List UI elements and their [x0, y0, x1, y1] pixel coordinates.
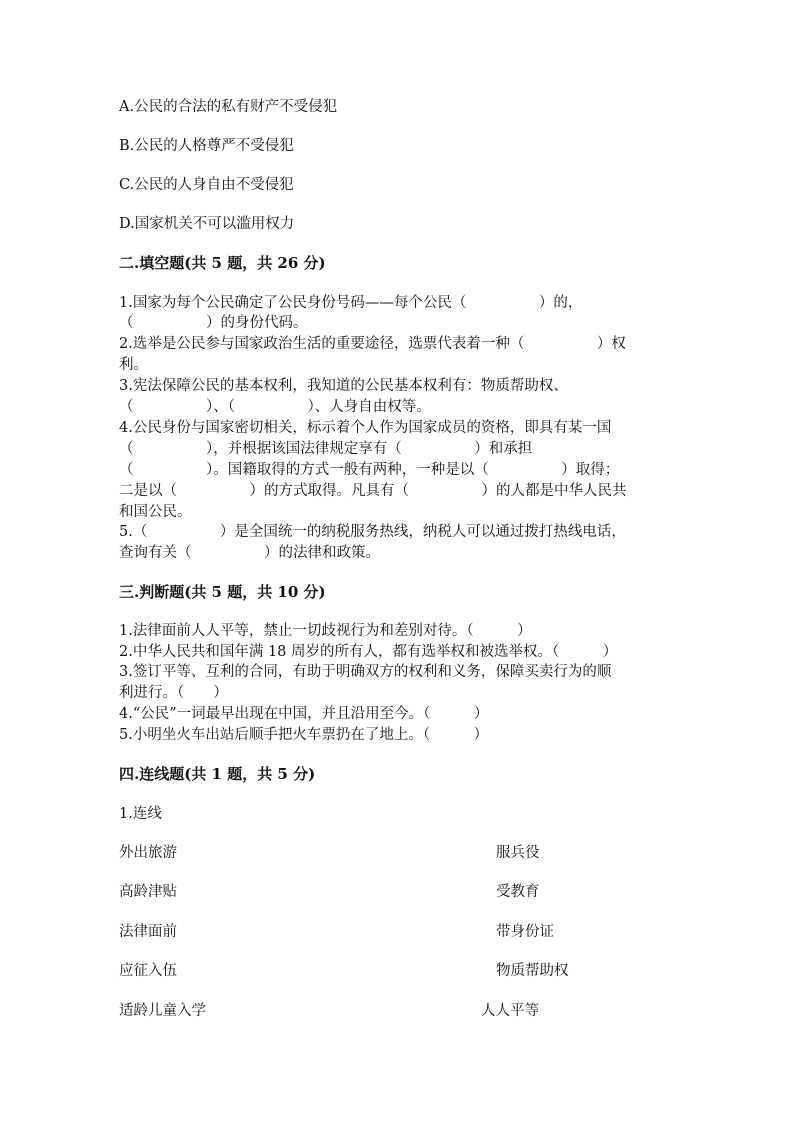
match-right-item: 受教育 [496, 884, 540, 900]
option-a: A.公民的合法的私有财产不受侵犯 [119, 99, 338, 115]
option-d: D.国家机关不可以滥用权力 [119, 216, 295, 232]
match-left-item: 适龄儿童入学 [119, 1003, 206, 1019]
fill-line: （ ），并根据该国法律规定享有（ ）和承担 [119, 441, 533, 457]
section3-heading: 三.判断题(共 5 题，共 10 分) [119, 583, 326, 601]
match-left-item: 应征入伍 [119, 963, 177, 979]
judge-line: 5.小明坐火车出站后顺手把火车票扔在了地上。（ ） [119, 727, 489, 743]
fill-line: 3.宪法保障公民的基本权利，我知道的公民基本权利有：物质帮助权、 [119, 378, 568, 394]
fill-line: （ ）、（ ）、人身自由权等。 [119, 399, 431, 415]
match-left-item: 法律面前 [119, 924, 177, 940]
fill-line: 利。 [119, 357, 148, 373]
fill-line: （ ）的身份代码。 [119, 315, 308, 331]
fill-line: （ ）。国籍取得的方式一般有两种，一种是以（ ）取得； [119, 462, 620, 478]
section2-heading: 二.填空题(共 5 题，共 26 分) [119, 254, 326, 272]
match-right-item: 服兵役 [496, 845, 540, 861]
fill-line: 和国公民。 [119, 504, 192, 520]
judge-line: 2.中华人民共和国年满 18 周岁的所有人，都有选举权和被选举权。（ ） [119, 644, 618, 660]
matching-question: 1.连线 [119, 806, 162, 822]
fill-line: 4.公民身份与国家密切相关，标示着个人作为国家成员的资格，即具有某一国 [119, 420, 612, 436]
option-c: C.公民的人身自由不受侵犯 [119, 177, 294, 193]
fill-line: 1.国家为每个公民确定了公民身份号码——每个公民（ ）的， [119, 295, 583, 311]
judge-line: 3.签订平等、互利的合同，有助于明确双方的权利和义务，保障买卖行为的顺 [119, 664, 612, 680]
match-left-item: 高龄津贴 [119, 884, 177, 900]
option-b: B.公民的人格尊严不受侵犯 [119, 138, 294, 154]
fill-line: 5.（ ）是全国统一的纳税服务热线，纳税人可以通过拨打热线电话， [119, 524, 626, 540]
section4-heading: 四.连线题(共 1 题，共 5 分) [119, 765, 316, 783]
fill-line: 二是以（ ）的方式取得。凡具有（ ）的人都是中华人民共 [119, 483, 627, 499]
judge-line: 1.法律面前人人平等，禁止一切歧视行为和差别对待。（ ） [119, 623, 532, 639]
judge-line: 4.“公民”一词最早出现在中国，并且沿用至今。（ ） [119, 706, 489, 722]
match-left-item: 外出旅游 [119, 845, 177, 861]
match-right-item: 物质帮助权 [496, 963, 569, 979]
fill-line: 查询有关（ ）的法律和政策。 [119, 545, 380, 561]
judge-line: 利进行。（ ） [119, 685, 228, 701]
match-right-item: 带身份证 [496, 924, 554, 940]
match-right-item: 人人平等 [481, 1003, 539, 1019]
fill-line: 2.选举是公民参与国家政治生活的重要途径，选票代表着一种（ ）权 [119, 336, 626, 352]
